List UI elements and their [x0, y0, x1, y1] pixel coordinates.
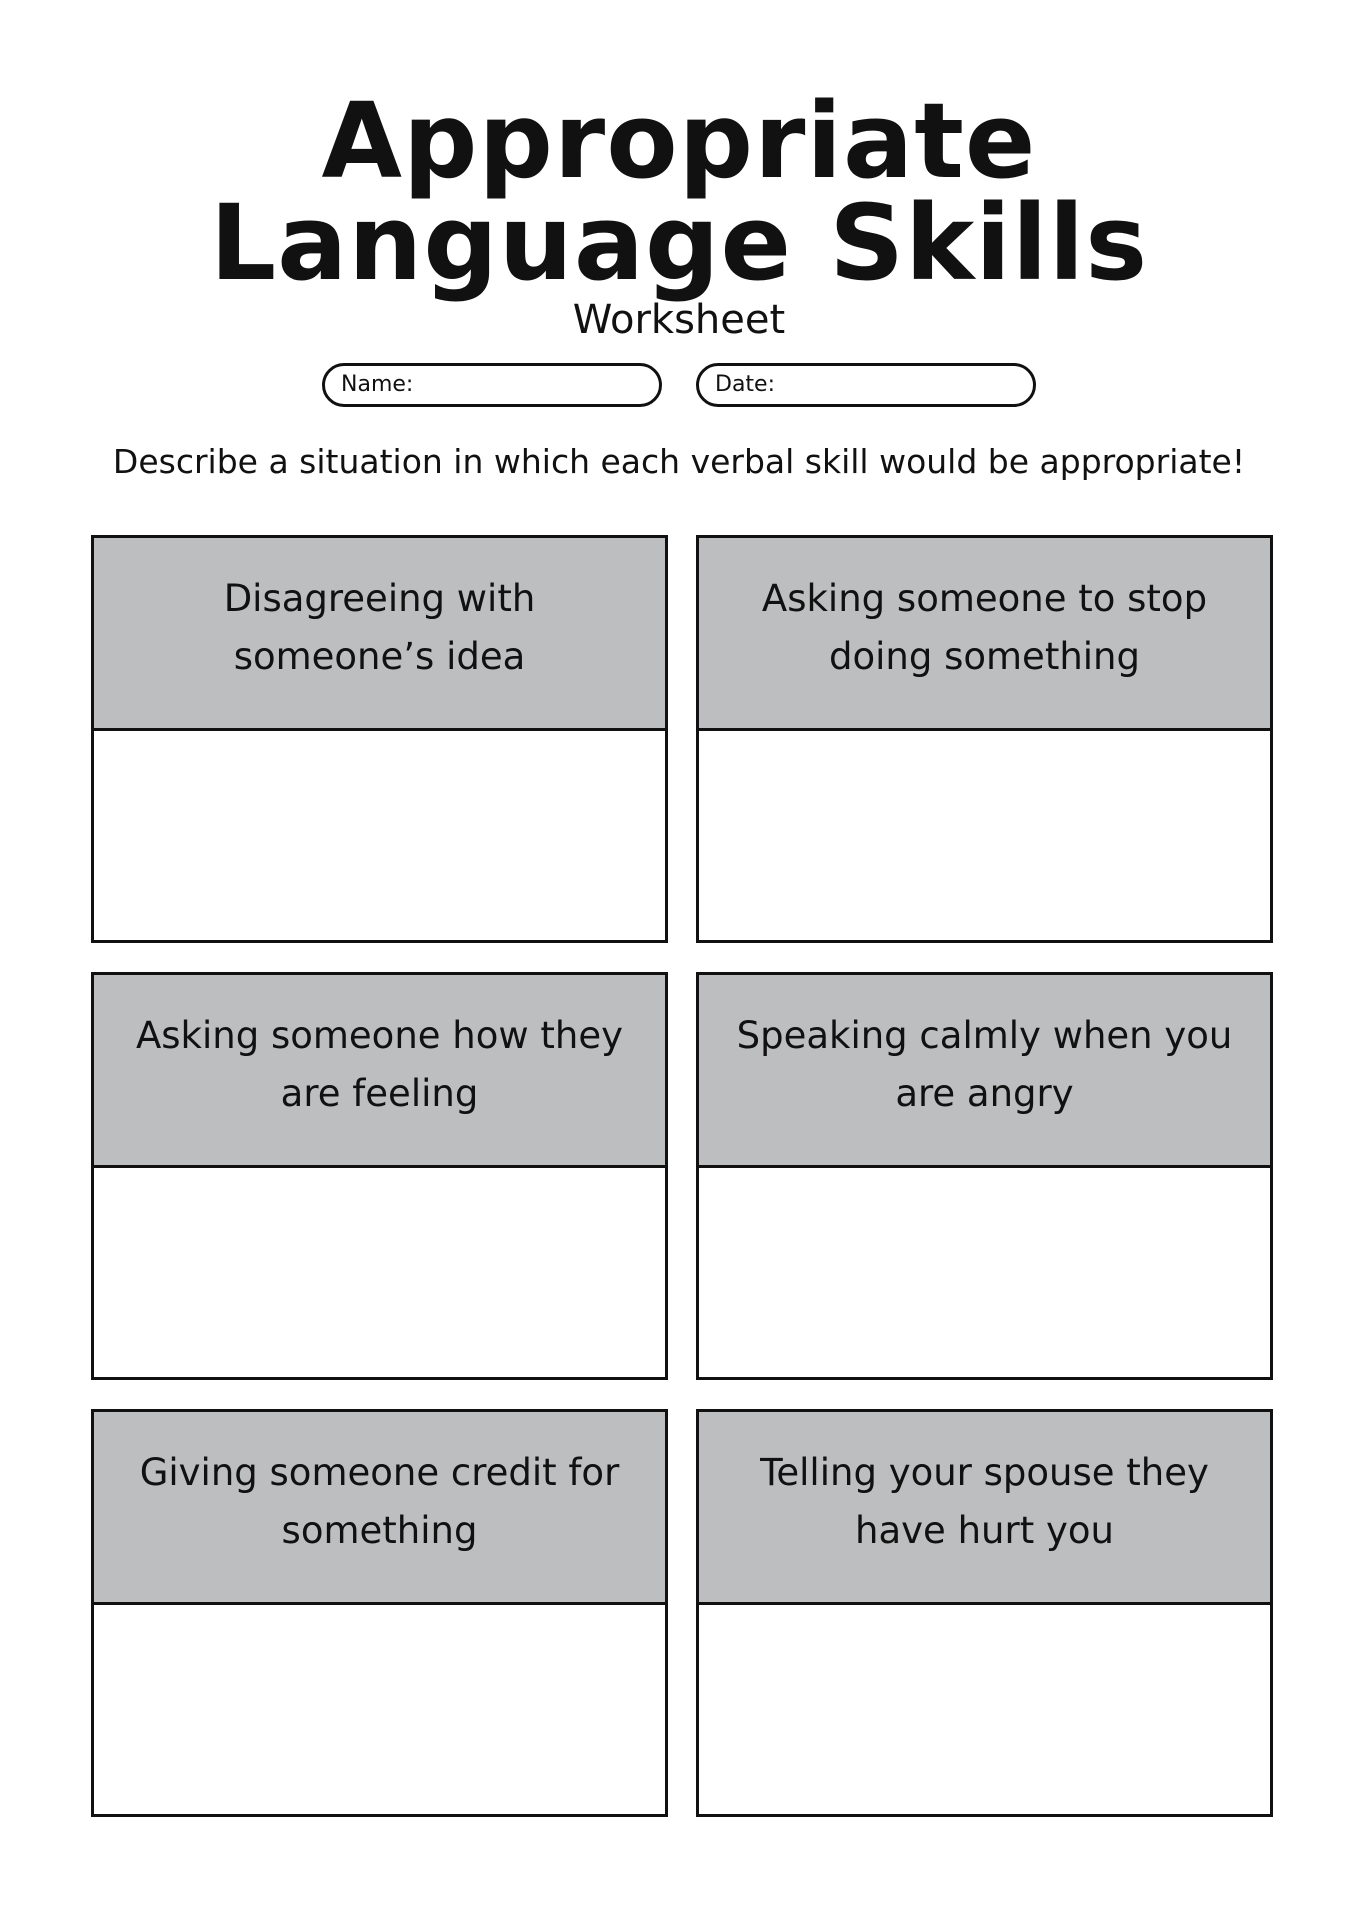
skill-card-label: Speaking calmly when you are angry: [736, 1014, 1233, 1115]
skill-card-label: Disagreeing with someone’s idea: [223, 577, 536, 678]
skill-answer-box[interactable]: [94, 731, 665, 940]
skill-card-header: [699, 975, 1270, 1168]
skill-card-1: [91, 535, 668, 943]
skill-card-header: [94, 975, 665, 1168]
skill-card-label: Giving someone credit for something: [139, 1451, 620, 1552]
skill-answer-box[interactable]: [699, 1168, 1270, 1377]
date-field[interactable]: [696, 363, 1036, 407]
name-field[interactable]: [322, 363, 662, 407]
skill-answer-box[interactable]: [699, 731, 1270, 940]
skill-card-label: Asking someone how they are feeling: [135, 1014, 624, 1115]
skill-card-label: Asking someone to stop doing something: [761, 577, 1208, 678]
skill-answer-box[interactable]: [94, 1605, 665, 1814]
skill-card-header: [699, 1412, 1270, 1605]
skill-card-label: Telling your spouse they have hurt you: [760, 1451, 1209, 1552]
name-field-label: Name:: [341, 372, 414, 397]
skill-answer-box[interactable]: [699, 1605, 1270, 1814]
instruction-text: Describe a situation in which each verbal skill would be appropriate!: [112, 442, 1246, 481]
skill-card-3: [91, 972, 668, 1380]
skill-card-header: [699, 538, 1270, 731]
skill-answer-box[interactable]: [94, 1168, 665, 1377]
date-field-label: Date:: [715, 372, 775, 397]
skill-card-5: [91, 1409, 668, 1817]
title-line-2: Language Skills: [209, 182, 1149, 304]
skill-card-6: [696, 1409, 1273, 1817]
title-line-1: Appropriate: [321, 80, 1037, 202]
worksheet-subtitle: Worksheet: [572, 297, 786, 343]
skill-card-header: [94, 538, 665, 731]
skill-card-header: [94, 1412, 665, 1605]
skill-card-4: [696, 972, 1273, 1380]
skill-card-2: [696, 535, 1273, 943]
